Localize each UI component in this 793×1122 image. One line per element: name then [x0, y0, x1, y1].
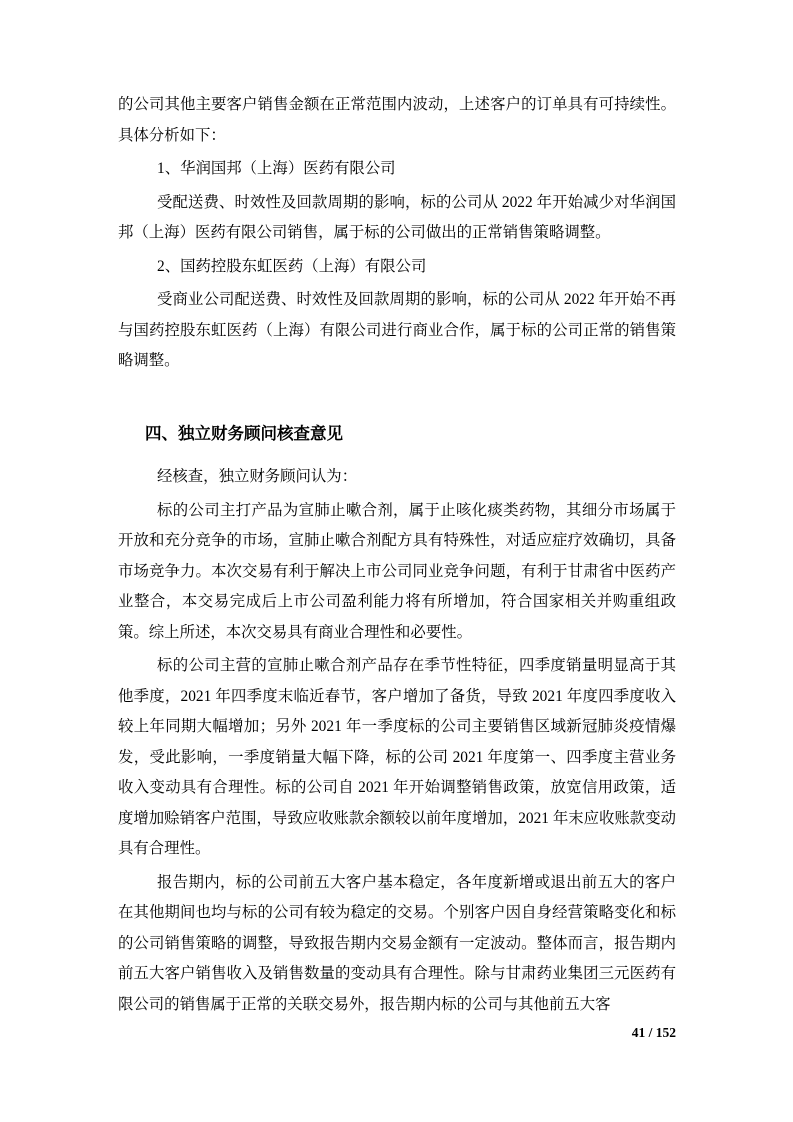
paragraph-advisor-opinion-intro: 经核查，独立财务顾问认为：	[157, 468, 358, 485]
page-content	[118, 90, 676, 1020]
page-footer	[118, 1024, 676, 1042]
section-heading: 四、独立财务顾问核查意见	[145, 423, 343, 443]
paragraph-opinion-product: 标的公司主打产品为宣肺止嗽合剂，属于止咳化痰类药物，其细分市场属于开放和充分竞争的市场，宣肺止嗽合剂配方具有特殊性，对适应症疗效确切，具备市场竞争力。本次交易有利于解决上市公司同业竞争问题，有利于甘肃省中医药产业整合，本交易完成后上市公司盈利能力将有所增加，符合国家相关并购重组政策。综上所述，本次交易具有商业合理性和必要性。	[118, 501, 676, 641]
paragraph-opinion-seasonality: 标的公司主营的宣肺止嗽合剂产品存在季节性特征，四季度销量明显高于其他季度，2021 年四季度末临近春节，客户增加了备货，导致 2021 年度四季度收入较上年同期大幅增加；另外 2021 年一季度标的公司主要销售区域新冠肺炎疫情爆发，受此影响，一季度销量大幅下降，标的公司 2021 年度第一、四季度主营业务收入变动具有合理性。标的公司自 2021 年开始调整销售政策，放宽信用政策，适度增加赊销客户范围，导致应收账款余额较以前年度增加，2021 年末应收账款变动具有合理性。	[118, 657, 676, 857]
paragraph-continuation: 的公司其他主要客户销售金额在正常范围内波动，上述客户的订单具有可持续性。具体分析如下：	[118, 96, 676, 144]
page-number: 41 / 152	[631, 1025, 676, 1040]
section-spacer	[118, 377, 676, 407]
numbered-item-1: 1、华润国邦（上海）医药有限公司	[157, 160, 396, 177]
paragraph-customer-2-analysis: 受商业公司配送费、时效性及回款周期的影响，标的公司从 2022 年开始不再与国药控股东虹医药（上海）有限公司进行商业合作，属于标的公司正常的销售策略调整。	[118, 291, 676, 369]
paragraph-opinion-top-customers: 报告期内，标的公司前五大客户基本稳定，各年度新增或退出前五大的客户在其他期间也均与标的公司有较为稳定的交易。个别客户因自身经营策略变化和标的公司销售策略的调整，导致报告期内交易金额有一定波动。整体而言，报告期内前五大客户销售收入及销售数量的变动具有合理性。除与甘肃药业集团三元医药有限公司的销售属于正常的关联交易外，报告期内标的公司与其他前五大客	[118, 873, 676, 1013]
numbered-item-2: 2、国药控股东虹医药（上海）有限公司	[157, 257, 427, 275]
paragraph-customer-1-analysis: 受配送费、时效性及回款周期的影响，标的公司从 2022 年开始减少对华润国邦（上海）医药有限公司销售，属于标的公司做出的正常销售策略调整。	[118, 193, 676, 241]
